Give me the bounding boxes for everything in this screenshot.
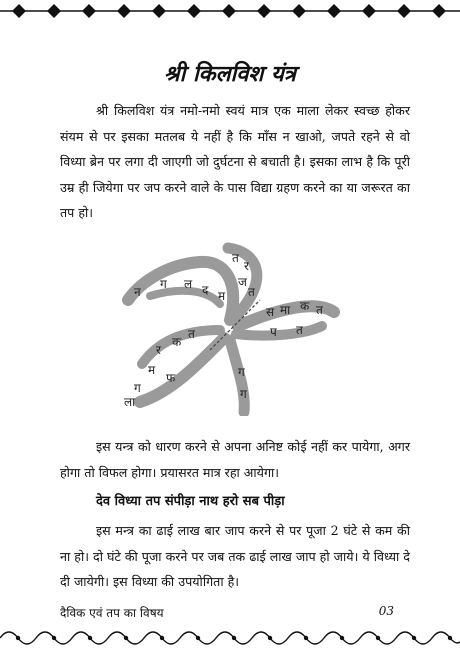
page-number: 03 xyxy=(378,604,394,618)
yantra-letter: न xyxy=(134,285,141,299)
yantra-letter: त xyxy=(232,251,239,265)
top-decorative-border xyxy=(0,0,460,22)
yantra-letter: म xyxy=(218,289,226,303)
yantra-letter: ग xyxy=(160,277,167,291)
yantra-letter: मा xyxy=(280,303,291,317)
yantra-letter: ग xyxy=(134,381,141,395)
yantra-letter: ग xyxy=(238,365,245,379)
yantra-letter: त xyxy=(248,285,255,299)
yantra-letter: त xyxy=(188,327,195,341)
yantra-benefit-paragraph: इस यन्त्र को धारण करने से अपना अनिष्ट कोई नहीं कर पायेगा, अगर होगा तो विफल होगा। प्रयासरत मात्र रहा आयेगा। xyxy=(60,439,410,480)
intro-paragraph: श्री किलविश यंत्र नमो-नमो स्वयं मात्र एक माला लेकर स्वच्छ होकर संयम से पर इसका मतलब ये नहीं है कि माँस न खाओ, जपते रहने से वो विध्या ब्रेन पर लगा दी जाएगी जो दुर्घटना से बचाती है। इसका लाभ है कि पूरी उम्र ही जियेगा पर जप करने वाले के पास विद्या ग्रहण करने का या जरूरत का तप हो। xyxy=(60,103,410,220)
yantra-letter: ल xyxy=(184,277,193,291)
yantra-letter: र xyxy=(244,259,249,273)
bottom-decorative-border xyxy=(0,627,460,649)
page-title: श्री किलविश यंत्र xyxy=(164,61,296,87)
yantra-letter: स xyxy=(266,305,275,319)
yantra-letter: म xyxy=(148,363,156,377)
mantra-heading: देव विध्या तप संपीड़ा नाथ हरो सब पीड़ा xyxy=(96,494,285,509)
yantra-letter: ग xyxy=(240,387,247,401)
yantra-letter: ज xyxy=(238,275,247,289)
yantra-letter: त xyxy=(316,303,323,317)
yantra-letter: क xyxy=(300,299,310,313)
footer-book-title: दैविक एवं तप का विषय xyxy=(60,606,164,620)
yantra-letter: द xyxy=(202,283,209,297)
mantra-paragraph: इस मन्त्र का ढाई लाख बार जाप करने से पर पूजा 2 घंटे से कम की ना हो। दो घंटे की पूजा करने पर जब तक ढाई लाख जाप हो जाये। ये विध्या दे दी जायेगी। इस विध्या की उपयोगिता है। xyxy=(60,523,410,589)
yantra-letter: ला xyxy=(124,395,136,409)
yantra-letter: प xyxy=(270,325,277,339)
yantra-letter: त xyxy=(296,323,303,337)
yantra-letter: र xyxy=(156,343,161,357)
yantra-letter: क xyxy=(172,335,182,349)
yantra-letter: फ xyxy=(166,371,176,385)
yantra-drawing xyxy=(120,242,342,416)
